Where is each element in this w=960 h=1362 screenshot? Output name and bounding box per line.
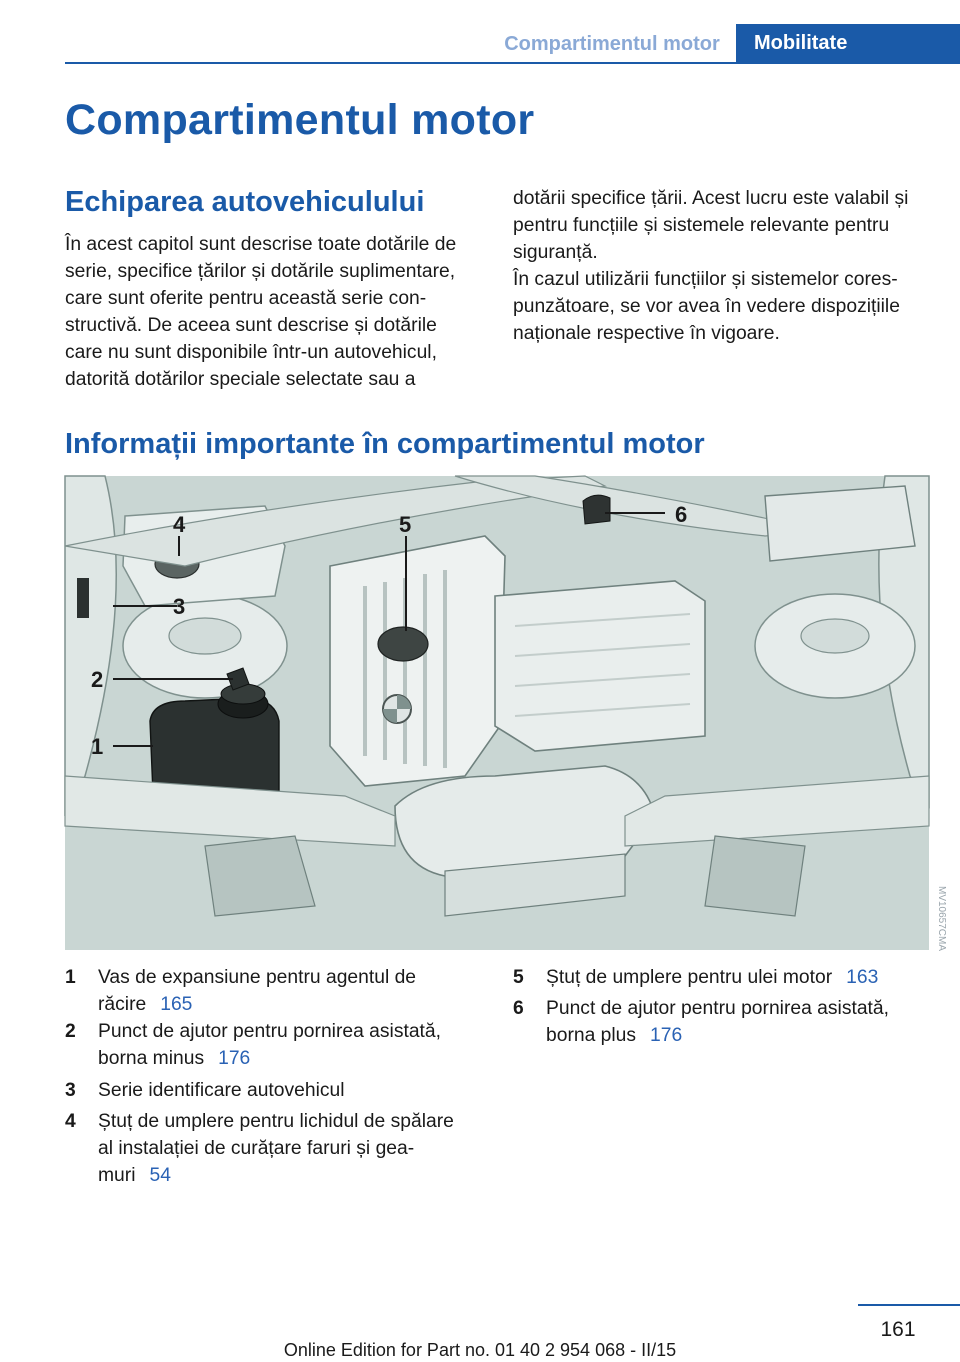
legend-line: al instalației de curățare faruri și gea‐ [98,1138,415,1159]
text-line: datorită dotărilor speciale selectate sau a [65,369,416,390]
legend-line: Punct de ajutor pentru pornirea asistată, [546,998,889,1019]
header-section-title: Compartimentul motor [504,33,720,55]
header-rule [65,62,960,64]
page-reference-link[interactable]: 176 [218,1048,251,1069]
page-title: Compartimentul motor [65,96,535,144]
legend-text [546,964,878,991]
legend-line: Ștuț de umplere pentru ulei motor [546,967,833,988]
legend-line: răcire [98,994,147,1015]
callout-5: 5 [399,512,412,537]
legend-text [98,1077,345,1104]
legend-line: Punct de ajutor pentru pornirea asistată, [98,1021,441,1042]
equipment-paragraph-right [513,185,925,266]
legend-number: 1 [65,967,76,988]
legend-number: 4 [65,1111,76,1132]
equipment-heading: Echiparea autovehiculului [65,186,425,218]
callout-2: 2 [91,667,104,692]
info-heading: Informații importante în compartimentul motor [65,428,705,460]
text-line: care sunt oferite pentru această serie con‐ [65,288,427,309]
text-line: pentru funcțiile și sistemele relevante pentru [513,215,890,236]
legend-number: 6 [513,998,524,1019]
text-line: punzătoare, se vor avea în vedere dispozițiile [513,296,900,317]
text-line: naționale respective în vigoare. [513,323,780,344]
page-number: 161 [880,1318,916,1341]
legend-number: 2 [65,1021,76,1042]
legend-number: 3 [65,1080,76,1101]
page-reference-link[interactable]: 163 [846,967,879,988]
legend-line: muri [98,1165,136,1186]
callout-6: 6 [675,502,688,527]
legend-line: borna plus [546,1025,637,1046]
legend-line: Vas de expansiune pentru agentul de [98,967,417,988]
text-line: care nu sunt disponibile într-un autovehicul, [65,342,437,363]
page-reference-link[interactable]: 176 [650,1025,683,1046]
legend-number: 5 [513,967,524,988]
legend-text [98,964,416,1018]
text-line: serie, specifice țărilor și dotările suplimentare, [65,261,456,282]
footer-edition-note: Online Edition for Part no. 01 40 2 954 068 - II/15 [283,1340,677,1360]
text-line: În cazul utilizării funcțiilor și sistemelor cores‐ [513,269,898,290]
page-reference-link[interactable]: 54 [149,1165,171,1186]
engine-bay-drawing [65,476,947,952]
legend-line: Serie identificare autovehicul [98,1080,345,1101]
page-reference-link[interactable]: 165 [160,994,193,1015]
legend-text [98,1018,441,1072]
legend-text [546,995,889,1049]
callout-1: 1 [91,734,104,759]
figure-watermark: MV10657CMA [936,886,947,952]
equipment-paragraph-right-2 [513,266,925,347]
callout-3: 3 [173,594,186,619]
text-line: siguranță. [513,242,598,263]
legend-line: borna minus [98,1048,205,1069]
legend-text [98,1108,454,1189]
callout-4: 4 [173,512,186,537]
equipment-paragraph-left [65,231,475,393]
page-number-rule [858,1304,960,1306]
engine-bay-illustration [65,476,947,952]
text-line: structivă. De aceea sunt descrise și dotările [65,315,437,336]
legend-line: Ștuț de umplere pentru lichidul de spălare [98,1111,454,1132]
text-line: În acest capitol sunt descrise toate dotările de [65,234,457,255]
header-chapter-tab: Mobilitate [736,24,960,62]
text-line: dotării specifice țării. Acest lucru este valabil și [513,188,909,209]
